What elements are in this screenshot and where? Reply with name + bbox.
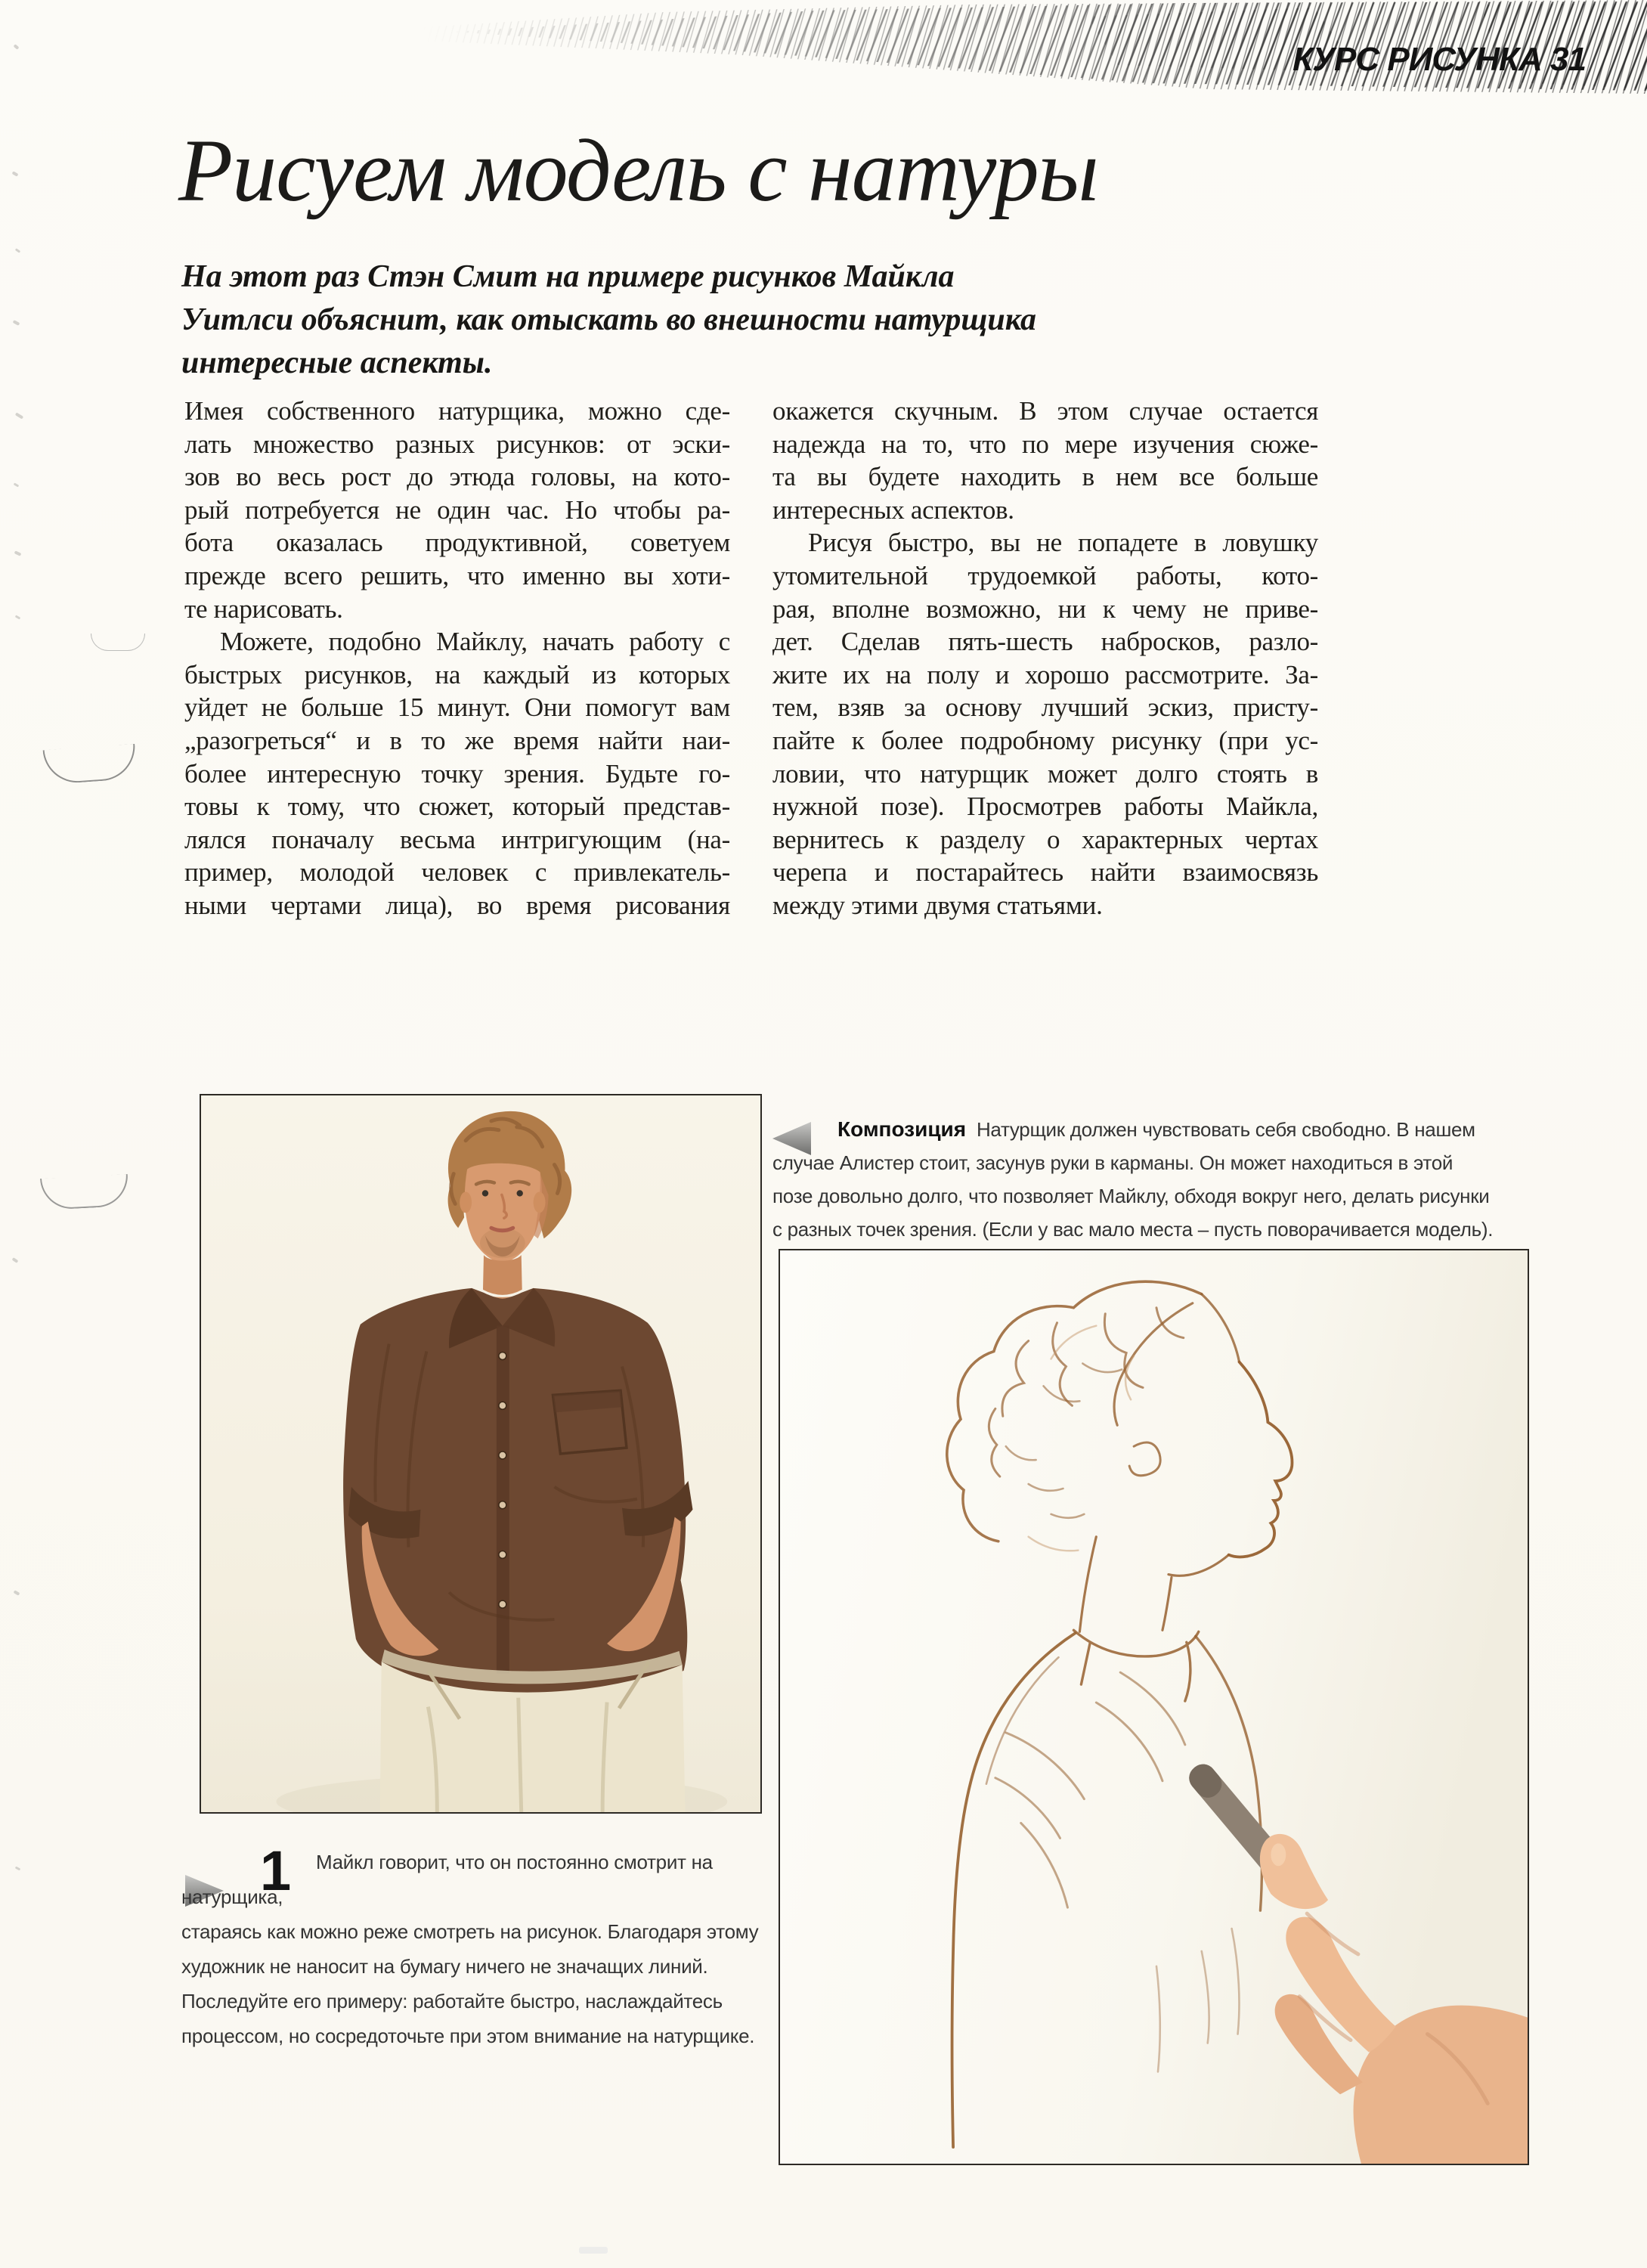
step-number: 1 [260, 1839, 292, 1902]
body-text-line: та вы будете находить в нем все больше [772, 462, 1318, 492]
body-text-line: тем, взяв за основу лучший эскиз, присту- [772, 692, 1318, 723]
body-text-line: более интересную точку зрения. Будьте го- [184, 758, 730, 789]
scan-speck [14, 482, 20, 487]
body-text-line: прежде всего решить, что именно вы хоти- [184, 560, 730, 590]
scan-speck [14, 550, 22, 556]
body-text-line: „разогреться“ и в то же время найти наи- [184, 725, 730, 755]
caption-line: стараясь как можно реже смотреть на рисунок. Благодаря этому [181, 1920, 759, 1943]
caption-line: позе довольно долго, что позволяет Майклу, обходя вокруг него, делать рисунки [772, 1185, 1490, 1207]
sketch-photo [779, 1249, 1529, 2165]
body-text-line: утомительной трудоемкой работы, кото- [772, 560, 1318, 590]
body-text-line: пайте к более подробному рисунку (при ус- [772, 725, 1318, 755]
model-photo [200, 1094, 762, 1814]
body-text-line: дет. Сделав пять-шесть набросков, разло- [772, 627, 1318, 657]
scan-speck [12, 171, 19, 176]
body-text-line: лать множество разных рисунков: от эски- [184, 429, 730, 459]
scan-notch [40, 1174, 129, 1210]
caption-line: случае Алистер стоит, засунув руки в карманы. Он может находиться в этой [772, 1151, 1454, 1174]
caption-line [772, 1113, 1498, 1146]
body-text-line: жите их на полу и хорошо рассмотрите. За- [772, 659, 1318, 689]
body-text-line: рая, вполне возможно, ни к чему не приве- [772, 593, 1318, 624]
body-text-line: рый потребуется не один час. Но чтобы ра- [184, 494, 730, 525]
body-text-line: пример, молодой человек с привлекатель- [184, 857, 730, 888]
body-column-right [772, 395, 1318, 922]
body-text-line: бота оказалась продуктивной, советуем [184, 528, 730, 558]
caption-line: Майкл говорит, что он постоянно смотрит на натурщика, [181, 1851, 713, 1908]
caption-line: с разных точек зрения. (Если у вас мало места – пусть поворачивается модель). [772, 1218, 1494, 1241]
step1-caption [181, 1839, 786, 2053]
body-text-line: ловии, что натурщик может долго стоять в [772, 758, 1318, 789]
scan-mark [579, 2247, 608, 2254]
scan-notch [91, 634, 145, 651]
body-text-line: Можете, подобно Майклу, начать работу с [220, 627, 730, 657]
body-text-line: уйдет не больше 15 минут. Они помогут вам [184, 692, 730, 723]
article-title: Рисуем модель с натуры [178, 121, 1098, 220]
body-text-line: зов во весь рост до этюда головы, на кото- [184, 462, 730, 492]
article-lead [181, 256, 1134, 385]
body-text-line: те нарисовать. [184, 593, 343, 624]
body-text-line: нужной позе). Просмотрев работы Майкла, [772, 792, 1318, 822]
lead-line: На этот раз Стэн Смит на примере рисунков Майкла [181, 259, 955, 294]
caption-text: Натурщик должен чувствовать себя свободно. В нашем [976, 1118, 1475, 1141]
scan-speck [15, 1867, 21, 1871]
body-text-line: ными чертами лица), во время рисования [184, 890, 730, 920]
body-text-line: быстрых рисунков, на каждый из которых [184, 659, 730, 689]
body-text-line: Имея собственного натурщика, можно сде- [184, 396, 730, 426]
body-text-line: товы к тому, что сюжет, который представ- [184, 792, 730, 822]
body-text-line: вернитесь к разделу о характерных чертах [772, 824, 1318, 854]
body-column-left [184, 395, 730, 922]
caption-line: художник не наносит на бумагу ничего не значащих линий. [181, 1955, 708, 1978]
body-text-line: окажется скучным. В этом случае остается [772, 396, 1318, 426]
body-text-line: лялся поначалу весьма интригующим (на- [184, 824, 730, 854]
caption-line: процессом, но сосредоточьте при этом внимание на натурщике. [181, 2025, 755, 2047]
scan-speck [14, 1590, 20, 1595]
scan-speck [15, 248, 20, 253]
body-text-line: черепа и постарайтесь найти взаимосвязь [772, 857, 1318, 888]
body-text-line: надежда на то, что по мере изучения сюже- [772, 429, 1318, 459]
caption-line: Последуйте его примеру: работайте быстро, наслаждайтесь [181, 1990, 723, 2012]
body-text-line: интересных аспектов. [772, 494, 1014, 525]
body-text-line: между этими двумя статьями. [772, 890, 1103, 920]
lead-line: интересные аспекты. [181, 345, 493, 380]
page-header-course-title: КУРС РИСУНКА 31 [1293, 41, 1586, 78]
scan-speck [13, 320, 20, 326]
lead-line: Уитлси объяснит, как отыскать во внешности натурщика [181, 302, 1036, 337]
scan-speck [15, 615, 21, 619]
scan-speck [15, 412, 23, 419]
body-text-line: Рисуя быстро, вы не попадете в ловушку [808, 528, 1318, 558]
caption-label: Композиция [837, 1117, 967, 1141]
scan-notch [43, 744, 138, 785]
scan-speck [12, 1257, 19, 1263]
scan-speck [14, 44, 20, 50]
composition-caption [772, 1113, 1498, 1246]
